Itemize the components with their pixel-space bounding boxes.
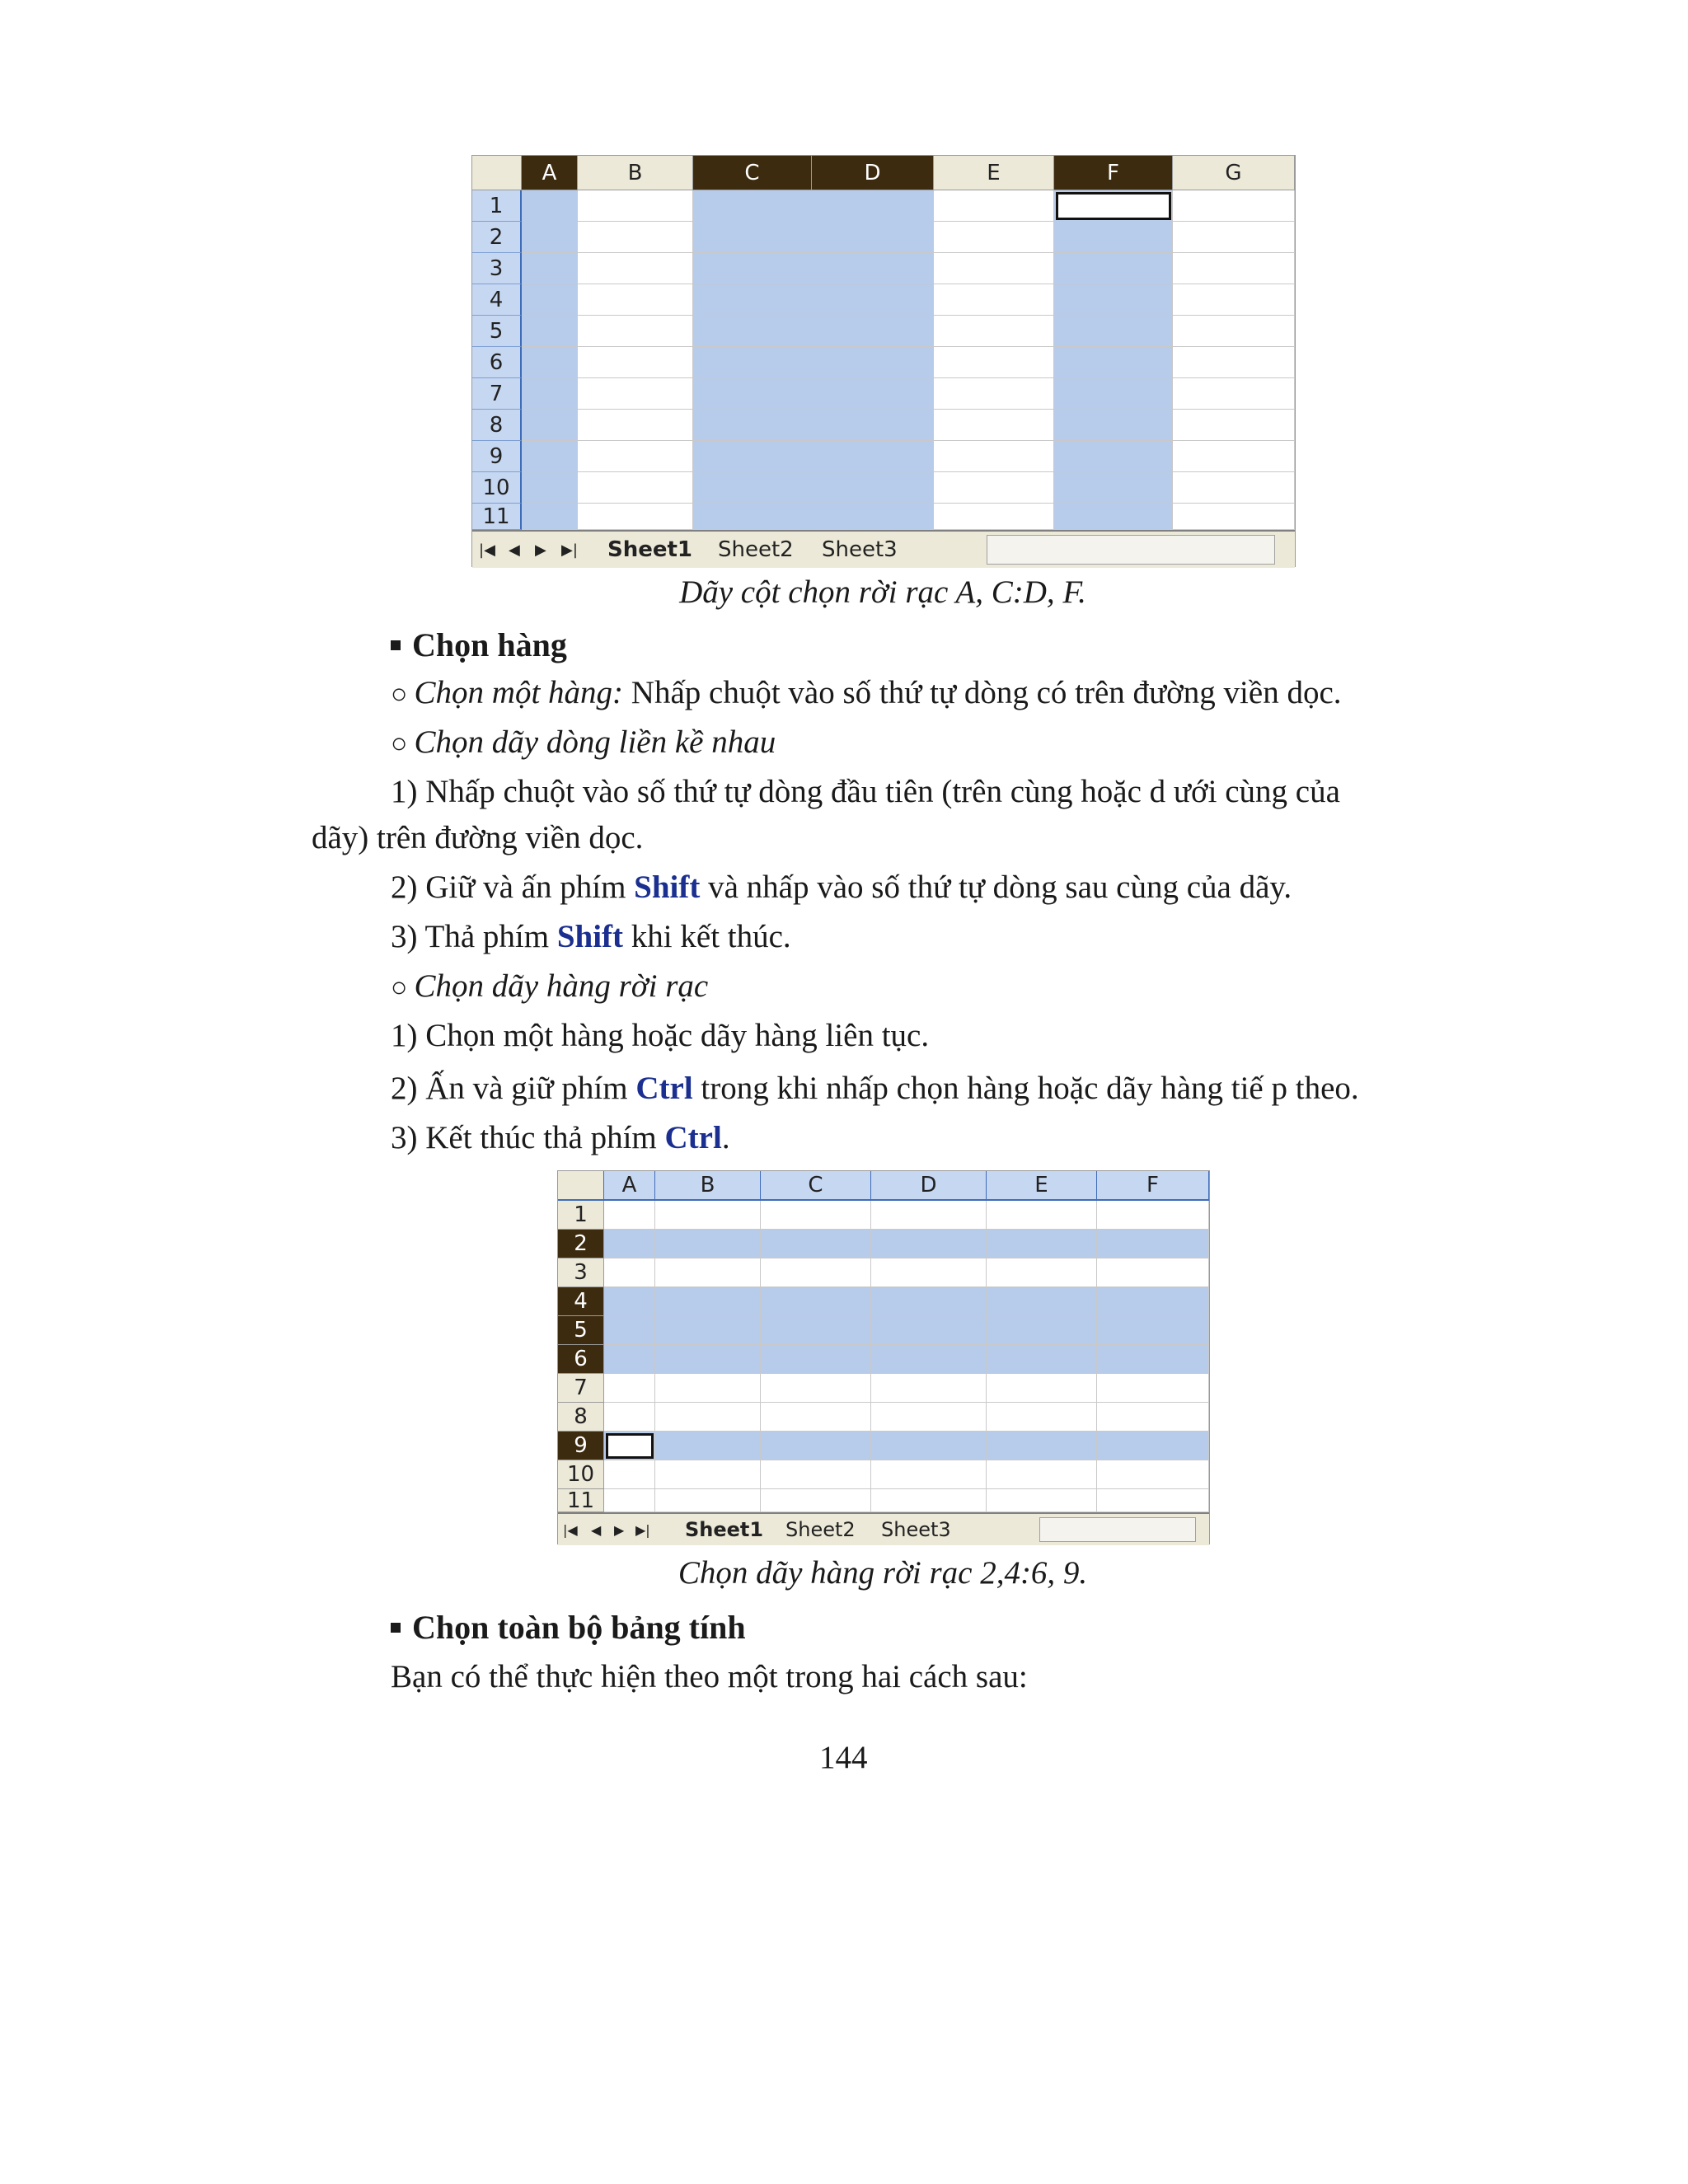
grid-cell[interactable] (1173, 504, 1295, 530)
row-header[interactable]: 8 (558, 1403, 604, 1432)
option-label: Chọn dãy dòng liền kề nhau (414, 724, 776, 760)
grid-cell[interactable] (693, 253, 812, 284)
next-tab-icon[interactable]: ▶ (535, 541, 546, 559)
grid-cell[interactable] (604, 1316, 655, 1345)
tab-sheet1[interactable]: Sheet1 (607, 537, 693, 562)
heading-text: Chọn hàng (412, 626, 567, 663)
option-select-contiguous-rows (391, 722, 776, 765)
row-header[interactable]: 2 (472, 222, 522, 253)
step-text: trong khi nhấp chọn hàng hoặc dãy hàng tiế p theo. (701, 1071, 1359, 1106)
grid-cell[interactable] (761, 1460, 871, 1489)
grid-cell[interactable] (987, 1201, 1097, 1230)
step-text: khi kết thúc. (631, 919, 791, 954)
key-name: Shift (634, 869, 701, 905)
grid-cell[interactable] (987, 1345, 1097, 1374)
grid-cell[interactable] (871, 1316, 987, 1345)
key-name: Ctrl (664, 1120, 722, 1155)
figure2-caption: Chọn dãy hàng rời rạc 2,4:6, 9. (678, 1555, 1088, 1591)
option-select-one-row (391, 673, 1342, 715)
step-text: . (721, 1120, 730, 1155)
grid-cell[interactable] (578, 410, 693, 441)
grid-cell[interactable] (1054, 378, 1173, 410)
heading-text: Chọn toàn bộ bảng tính (412, 1609, 746, 1646)
column-header-b[interactable]: B (578, 156, 693, 190)
grid-cell[interactable] (761, 1258, 871, 1287)
grid-cell[interactable] (987, 1374, 1097, 1403)
grid-cell[interactable] (693, 190, 812, 222)
select-all-corner[interactable] (472, 156, 522, 190)
square-bullet-icon (391, 1623, 401, 1633)
grid-cell[interactable] (1173, 284, 1295, 316)
horizontal-scrollbar[interactable] (987, 535, 1275, 565)
grid-cell[interactable] (522, 347, 578, 378)
grid-cell[interactable] (578, 441, 693, 472)
grid-cell[interactable] (604, 1201, 655, 1230)
grid-cell[interactable] (987, 1258, 1097, 1287)
grid-cell[interactable] (693, 410, 812, 441)
row-header[interactable]: 8 (472, 410, 522, 441)
active-cell-a9[interactable] (606, 1433, 654, 1459)
grid-cell[interactable] (522, 253, 578, 284)
grid-cell[interactable] (693, 472, 812, 504)
option-label: Chọn dãy hàng rời rạc (414, 968, 709, 1004)
first-tab-icon[interactable]: |◀ (563, 1521, 578, 1538)
row-selection-figure (557, 1170, 1210, 1544)
last-tab-icon[interactable]: ▶| (635, 1521, 650, 1538)
row-header[interactable]: 6 (558, 1345, 604, 1374)
column-selection-figure (471, 155, 1296, 567)
grid-cell[interactable] (987, 1489, 1097, 1512)
grid-cell[interactable] (871, 1230, 987, 1258)
grid-cell[interactable] (655, 1230, 761, 1258)
discontiguous-step-3 (391, 1118, 730, 1159)
grid-cell[interactable] (1054, 222, 1173, 253)
row-header[interactable]: 9 (472, 441, 522, 472)
grid-cell[interactable] (578, 190, 693, 222)
row-header[interactable]: 7 (558, 1374, 604, 1403)
step-1-line-2: dãy) trên đường viền dọc. (312, 820, 644, 855)
grid-cell[interactable] (871, 1489, 987, 1512)
sheet-tab-bar (472, 530, 1295, 568)
grid-cell[interactable] (1173, 222, 1295, 253)
column-header-f[interactable]: F (1054, 156, 1173, 190)
grid-cell[interactable] (1097, 1201, 1209, 1230)
grid-cell[interactable] (655, 1489, 761, 1512)
grid-cell[interactable] (578, 347, 693, 378)
prev-tab-icon[interactable]: ◀ (591, 1521, 602, 1538)
step-1-line-1: 1) Nhấp chuột vào số thứ tự dòng đầu tiên (trên cùng hoặc d ưới cùng của (391, 774, 1340, 809)
grid-cell[interactable] (655, 1460, 761, 1489)
grid-cell[interactable] (604, 1403, 655, 1432)
grid-cell[interactable] (1173, 190, 1295, 222)
grid-cell[interactable] (522, 190, 578, 222)
tab-sheet1[interactable]: Sheet1 (685, 1518, 764, 1541)
grid-cell[interactable] (871, 1287, 987, 1316)
grid-cell[interactable] (934, 222, 1054, 253)
grid-cell[interactable] (655, 1432, 761, 1460)
grid-cell[interactable] (987, 1230, 1097, 1258)
grid-cell[interactable] (1097, 1230, 1209, 1258)
grid-cell[interactable] (578, 504, 693, 530)
grid-cell[interactable] (655, 1258, 761, 1287)
grid-cell[interactable] (522, 410, 578, 441)
row-header[interactable]: 2 (558, 1230, 604, 1258)
grid-cell[interactable] (655, 1374, 761, 1403)
key-name: Shift (556, 919, 624, 954)
grid-cell[interactable] (1173, 378, 1295, 410)
row-header[interactable]: 11 (472, 504, 522, 530)
grid-cell[interactable] (693, 347, 812, 378)
grid-cell[interactable] (812, 284, 934, 316)
row-header[interactable]: 1 (558, 1201, 604, 1230)
row-header[interactable]: 4 (558, 1287, 604, 1316)
grid-cell[interactable] (578, 222, 693, 253)
option-select-discontiguous-rows (391, 966, 708, 1009)
grid-cell[interactable] (871, 1460, 987, 1489)
grid-cell[interactable] (871, 1345, 987, 1374)
step-text: và nhấp vào số thứ tự dòng sau cùng của dãy. (708, 869, 1292, 905)
grid-cell[interactable] (761, 1489, 871, 1512)
grid-cell[interactable] (934, 441, 1054, 472)
grid-cell[interactable] (693, 222, 812, 253)
square-bullet-icon (391, 640, 401, 650)
grid-cell[interactable] (987, 1460, 1097, 1489)
grid-cell[interactable] (1097, 1374, 1209, 1403)
row-header[interactable]: 1 (472, 190, 522, 222)
section-heading-select-rows (391, 625, 567, 666)
column-header-e[interactable]: E (987, 1171, 1097, 1201)
grid-cell[interactable] (522, 284, 578, 316)
grid-cell[interactable] (761, 1345, 871, 1374)
grid-cell[interactable] (987, 1316, 1097, 1345)
grid-cell[interactable] (812, 504, 934, 530)
tab-sheet3[interactable]: Sheet3 (822, 537, 898, 562)
grid-cell[interactable] (761, 1230, 871, 1258)
grid-cell[interactable] (987, 1432, 1097, 1460)
column-header-d[interactable]: D (871, 1171, 987, 1201)
grid-cell[interactable] (1097, 1489, 1209, 1512)
step-text: 2) Giữ và ấn phím (391, 869, 626, 905)
column-header-c[interactable]: C (761, 1171, 871, 1201)
grid-cell[interactable] (1173, 316, 1295, 347)
grid-cell[interactable] (812, 472, 934, 504)
discontiguous-step-1: 1) Chọn một hàng hoặc dãy hàng liên tục. (391, 1018, 930, 1053)
grid-cell[interactable] (693, 378, 812, 410)
grid-cell[interactable] (655, 1345, 761, 1374)
grid-cell[interactable] (1173, 472, 1295, 504)
grid-cell[interactable] (934, 472, 1054, 504)
grid-cell[interactable] (871, 1201, 987, 1230)
select-all-intro: Bạn có thể thực hiện theo một trong hai cách sau: (391, 1659, 1028, 1694)
step-text: 3) Kết thúc thả phím (391, 1120, 657, 1155)
grid-cell[interactable] (1054, 410, 1173, 441)
grid-cell[interactable] (604, 1230, 655, 1258)
figure1-caption: Dãy cột chọn rời rạc A, C:D, F. (679, 574, 1086, 610)
circle-bullet-icon: ○ (391, 729, 408, 759)
next-tab-icon[interactable]: ▶ (614, 1521, 625, 1538)
tab-sheet2[interactable]: Sheet2 (718, 537, 794, 562)
grid-cell[interactable] (1173, 253, 1295, 284)
column-header-a[interactable]: A (604, 1171, 655, 1201)
grid-cell[interactable] (934, 410, 1054, 441)
grid-cell[interactable] (987, 1287, 1097, 1316)
grid-cell[interactable] (1097, 1432, 1209, 1460)
grid-cell[interactable] (1173, 347, 1295, 378)
grid-cell[interactable] (812, 316, 934, 347)
grid-cell[interactable] (522, 472, 578, 504)
grid-cell[interactable] (1054, 441, 1173, 472)
grid-cell[interactable] (987, 1403, 1097, 1432)
grid-cell[interactable] (578, 253, 693, 284)
grid-cell[interactable] (578, 284, 693, 316)
column-header-f[interactable]: F (1097, 1171, 1209, 1201)
grid-cell[interactable] (1097, 1403, 1209, 1432)
grid-cell[interactable] (693, 441, 812, 472)
row-header[interactable]: 9 (558, 1432, 604, 1460)
grid-cell[interactable] (1097, 1287, 1209, 1316)
key-name: Ctrl (635, 1071, 693, 1106)
grid-cell[interactable] (604, 1287, 655, 1316)
step-text: 3) Thả phím (391, 919, 550, 954)
row-header[interactable]: 3 (472, 253, 522, 284)
page-number: 144 (819, 1740, 868, 1775)
grid-cell[interactable] (655, 1287, 761, 1316)
column-header-c[interactable]: C (693, 156, 812, 190)
row-header[interactable]: 3 (558, 1258, 604, 1287)
grid-cell[interactable] (934, 316, 1054, 347)
grid-cell[interactable] (934, 504, 1054, 530)
option-text: Nhấp chuột vào số thứ tự dòng có trên đường viền dọc. (631, 675, 1342, 710)
grid-cell[interactable] (1054, 347, 1173, 378)
grid-cell[interactable] (934, 190, 1054, 222)
grid-cell[interactable] (1054, 472, 1173, 504)
tab-sheet3[interactable]: Sheet3 (881, 1518, 951, 1541)
grid-cell[interactable] (871, 1432, 987, 1460)
last-tab-icon[interactable]: ▶| (561, 541, 578, 559)
grid-cell[interactable] (1054, 253, 1173, 284)
grid-cell[interactable] (761, 1316, 871, 1345)
grid-cell[interactable] (812, 347, 934, 378)
grid-cell[interactable] (871, 1258, 987, 1287)
grid-cell[interactable] (578, 472, 693, 504)
option-label: Chọn một hàng: (414, 675, 624, 710)
column-header-b[interactable]: B (655, 1171, 761, 1201)
grid-cell[interactable] (578, 316, 693, 347)
grid-cell[interactable] (693, 504, 812, 530)
grid-cell[interactable] (604, 1374, 655, 1403)
grid-cell[interactable] (604, 1258, 655, 1287)
grid-cell[interactable] (812, 190, 934, 222)
row-header[interactable]: 7 (472, 378, 522, 410)
grid-cell[interactable] (604, 1460, 655, 1489)
step-3 (391, 916, 791, 958)
grid-cell[interactable] (655, 1201, 761, 1230)
horizontal-scrollbar[interactable] (1039, 1517, 1196, 1542)
grid-cell[interactable] (812, 378, 934, 410)
grid-cell[interactable] (578, 378, 693, 410)
grid-cell[interactable] (522, 504, 578, 530)
grid-cell[interactable] (1054, 316, 1173, 347)
grid-cell[interactable] (934, 378, 1054, 410)
grid-cell[interactable] (1054, 504, 1173, 530)
grid-cell[interactable] (522, 316, 578, 347)
grid-cell[interactable] (522, 378, 578, 410)
grid-cell[interactable] (761, 1432, 871, 1460)
column-header-e[interactable]: E (934, 156, 1054, 190)
column-header-d[interactable]: D (812, 156, 934, 190)
grid-cell[interactable] (934, 347, 1054, 378)
step-text: 2) Ấn và giữ phím (391, 1071, 628, 1106)
grid-cell[interactable] (693, 316, 812, 347)
grid-cell[interactable] (1097, 1258, 1209, 1287)
column-header-a[interactable]: A (522, 156, 578, 190)
select-all-corner[interactable] (558, 1171, 604, 1201)
row-header[interactable]: 6 (472, 347, 522, 378)
step-2 (391, 867, 1292, 908)
sheet-tab-bar (558, 1512, 1209, 1545)
row-header[interactable]: 5 (472, 316, 522, 347)
discontiguous-step-2 (391, 1068, 1359, 1109)
row-header[interactable]: 10 (472, 472, 522, 504)
section-heading-select-all (391, 1607, 746, 1648)
grid-cell[interactable] (761, 1201, 871, 1230)
grid-cell[interactable] (812, 441, 934, 472)
grid-cell[interactable] (1173, 441, 1295, 472)
grid-cell[interactable] (1097, 1345, 1209, 1374)
grid-cell[interactable] (761, 1287, 871, 1316)
row-header[interactable]: 5 (558, 1316, 604, 1345)
row-header[interactable]: 4 (472, 284, 522, 316)
grid-cell[interactable] (522, 222, 578, 253)
grid-cell[interactable] (761, 1403, 871, 1432)
grid-cell[interactable] (693, 284, 812, 316)
grid-cell[interactable] (1097, 1316, 1209, 1345)
active-cell-f1[interactable] (1056, 192, 1171, 220)
grid-cell[interactable] (1097, 1460, 1209, 1489)
grid-cell[interactable] (655, 1316, 761, 1345)
circle-bullet-icon: ○ (391, 972, 408, 1003)
grid-cell[interactable] (871, 1403, 987, 1432)
grid-cell[interactable] (934, 253, 1054, 284)
row-header[interactable]: 11 (558, 1489, 604, 1512)
grid-cell[interactable] (812, 253, 934, 284)
circle-bullet-icon: ○ (391, 679, 408, 710)
prev-tab-icon[interactable]: ◀ (509, 541, 520, 559)
first-tab-icon[interactable]: |◀ (479, 541, 495, 559)
grid-cell[interactable] (655, 1403, 761, 1432)
grid-cell[interactable] (522, 441, 578, 472)
grid-cell[interactable] (604, 1489, 655, 1512)
grid-cell[interactable] (1054, 284, 1173, 316)
grid-cell[interactable] (1173, 410, 1295, 441)
grid-cell[interactable] (604, 1345, 655, 1374)
column-header-g[interactable]: G (1173, 156, 1295, 190)
tab-sheet2[interactable]: Sheet2 (785, 1518, 856, 1541)
grid-cell[interactable] (812, 410, 934, 441)
row-header[interactable]: 10 (558, 1460, 604, 1489)
grid-cell[interactable] (761, 1374, 871, 1403)
grid-cell[interactable] (934, 284, 1054, 316)
grid-cell[interactable] (812, 222, 934, 253)
grid-cell[interactable] (871, 1374, 987, 1403)
